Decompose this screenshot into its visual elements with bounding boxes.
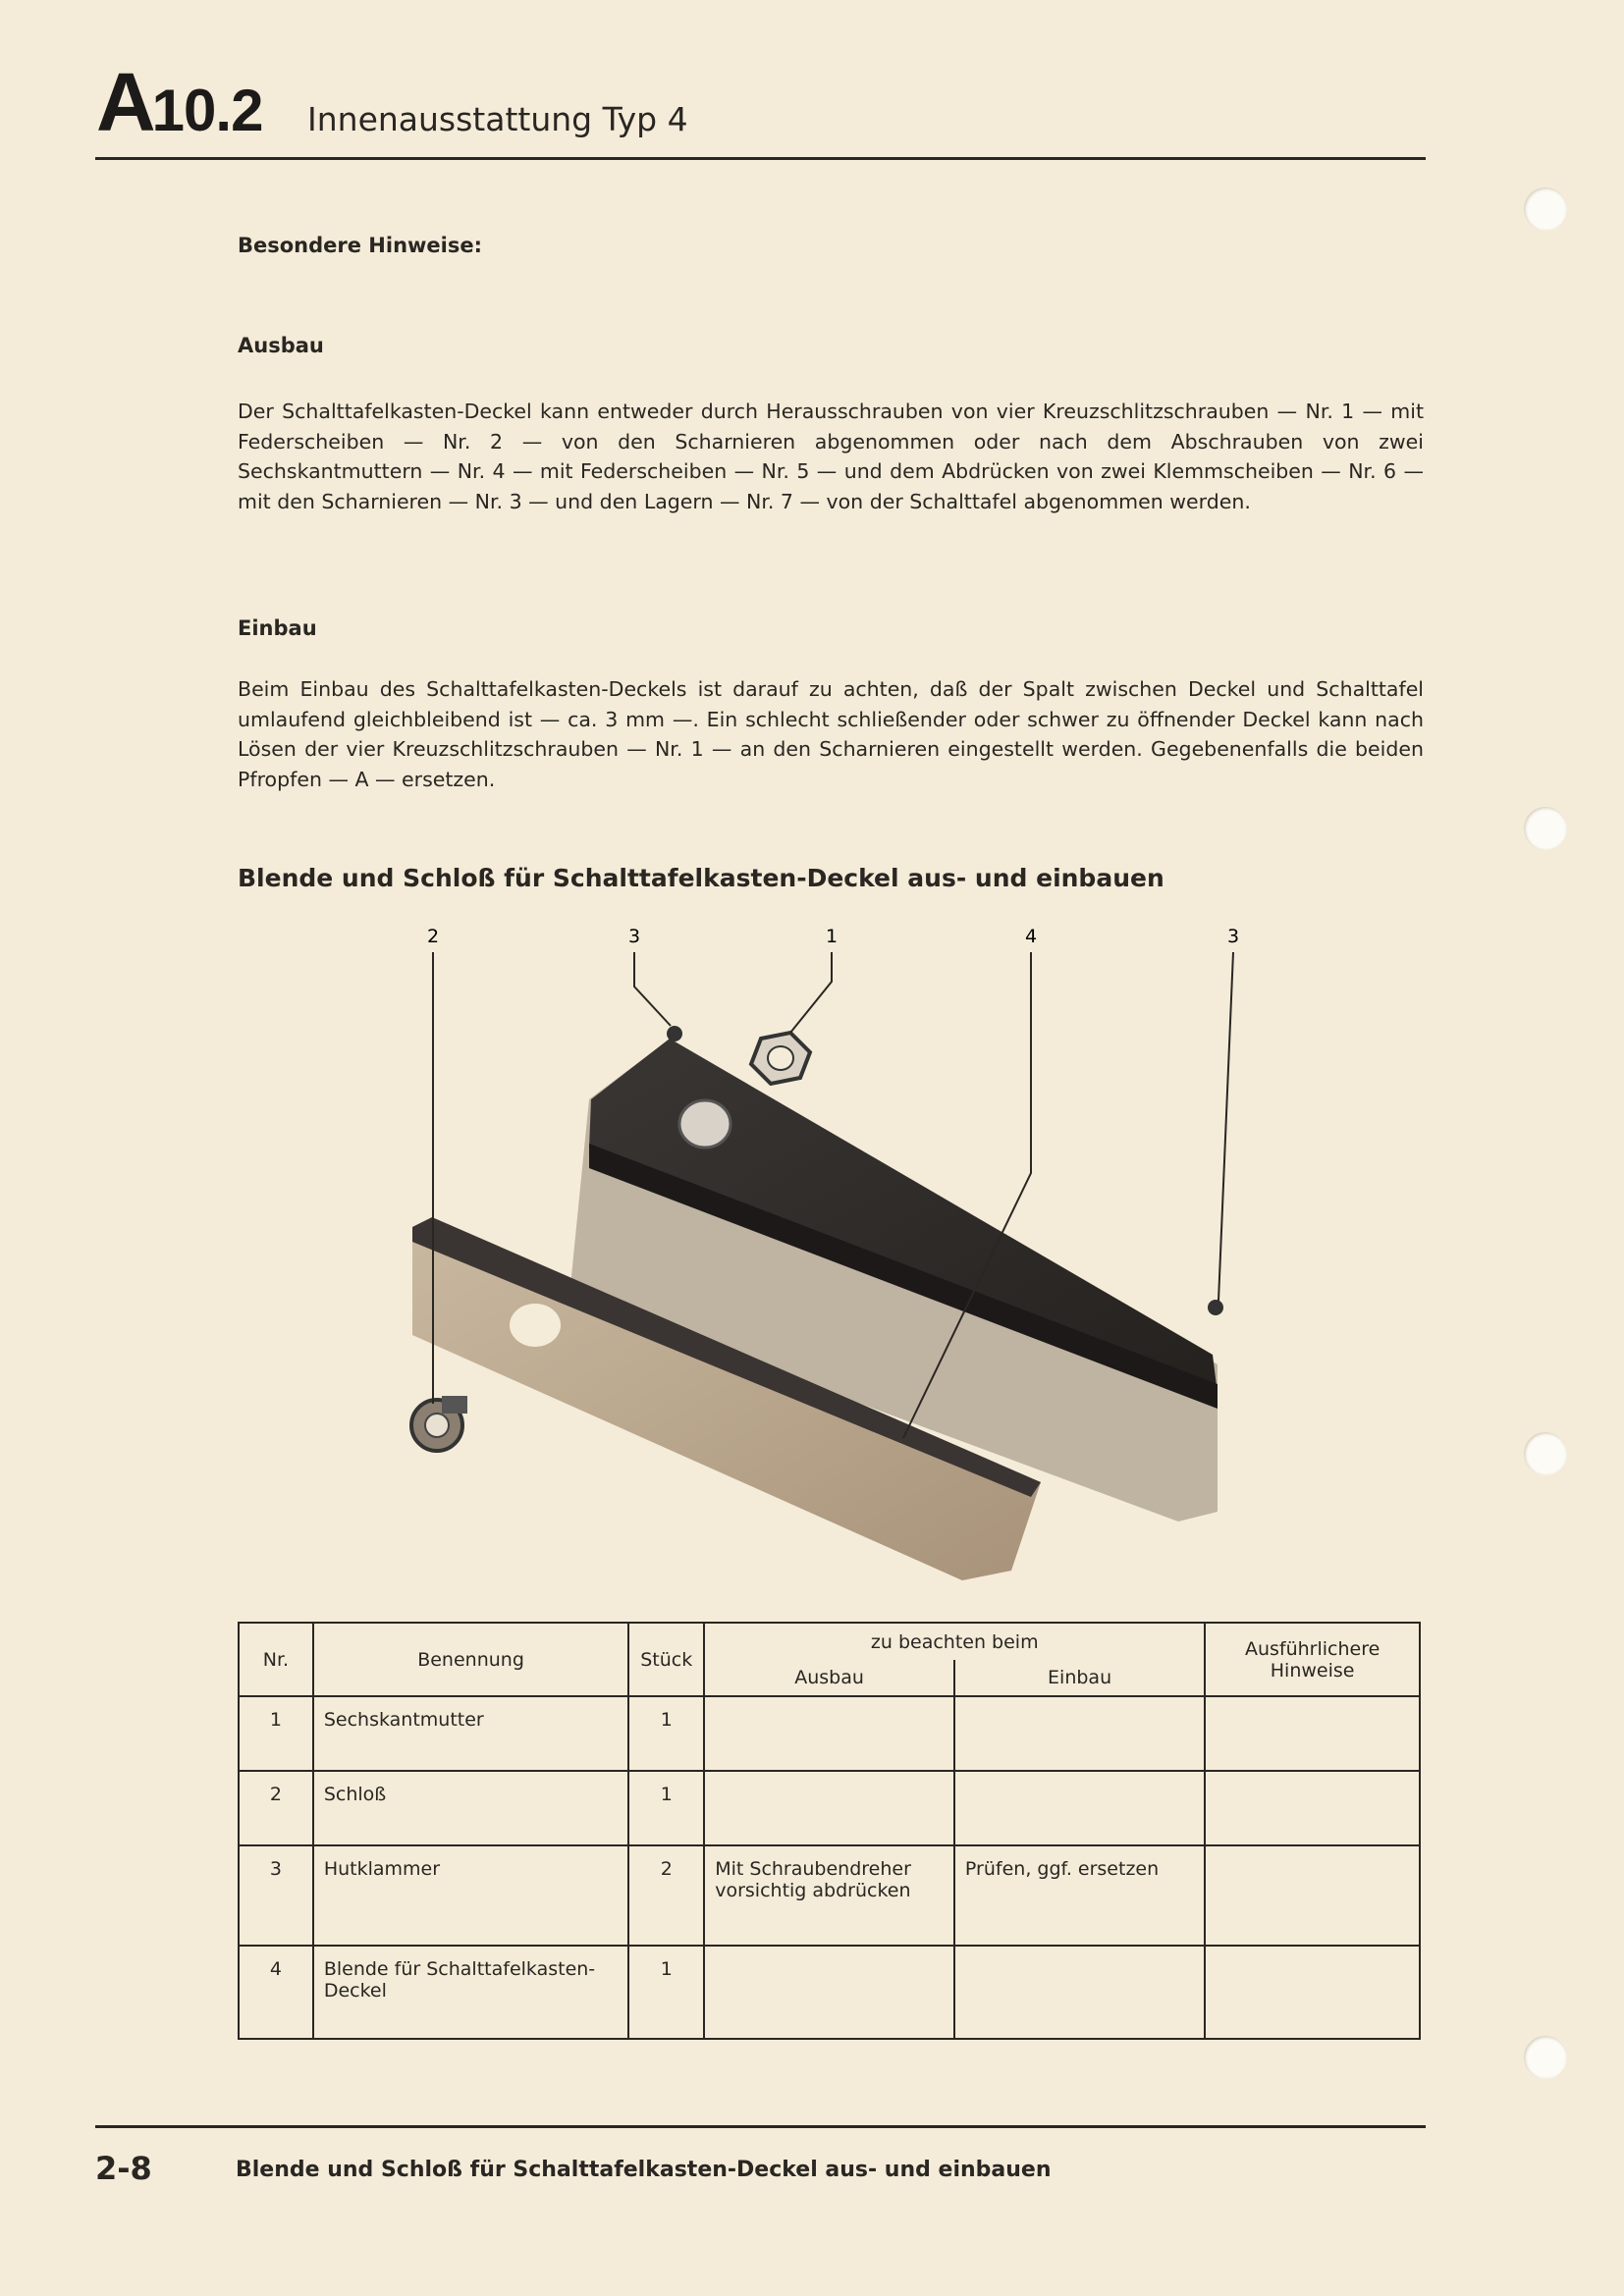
cell-nr: 4 xyxy=(239,1946,313,2039)
col-header-group: zu beachten beim xyxy=(704,1623,1205,1660)
cell-name: Schloß xyxy=(313,1771,628,1845)
cell-name: Hutklammer xyxy=(313,1845,628,1946)
col-header-notes: Ausführlichere Hinweise xyxy=(1205,1623,1420,1696)
cell-ausbau xyxy=(704,1946,954,2039)
footer-title: Blende und Schloß für Schalttafelkasten-Deckel aus- und einbauen xyxy=(236,2158,1052,2182)
cell-notes xyxy=(1205,1946,1420,2039)
callout-label: 1 xyxy=(825,926,839,947)
code-number: 10.2 xyxy=(151,78,263,143)
einbau-text: Beim Einbau des Schalttafelkasten-Deckels ist darauf zu achten, daß der Spalt zwischen Deckel und Schalttafel umlaufend gleichbleibend ist — ca. 3 mm —. Ein schlecht schließender oder schwer zu öffnender Deckel kann nach Lösen der vier Kreuzschlitzschrauben — Nr. 1 — an den Scharnieren eingestellt werden. Gegebenenfalls die beiden Pfropfen — A — ersetzen. xyxy=(238,677,1424,791)
col-header-qty: Stück xyxy=(628,1623,704,1696)
page-number: 2-8 xyxy=(95,2150,152,2187)
col-header-nr: Nr. xyxy=(239,1623,313,1696)
cell-notes xyxy=(1205,1845,1420,1946)
callout-label: 3 xyxy=(1226,926,1240,947)
cell-name: Blende für Schalttafelkasten-Deckel xyxy=(313,1946,628,2039)
cell-qty: 1 xyxy=(628,1696,704,1771)
col-header-name: Benennung xyxy=(313,1623,628,1696)
table-row xyxy=(239,1946,1420,2039)
exploded-parts-diagram xyxy=(373,923,1276,1590)
callout-label: 4 xyxy=(1024,926,1038,947)
callout-label: 2 xyxy=(426,926,440,947)
hat-clip xyxy=(667,1026,682,1041)
hat-clip xyxy=(1208,1300,1223,1315)
cell-einbau: Prüfen, ggf. ersetzen xyxy=(954,1845,1205,1946)
section-code xyxy=(96,56,263,148)
cell-nr: 3 xyxy=(239,1845,313,1946)
hex-nut xyxy=(751,1033,810,1084)
table-row xyxy=(239,1696,1420,1771)
parts-table xyxy=(238,1622,1421,2040)
col-header-ausbau: Ausbau xyxy=(704,1660,954,1696)
cell-einbau xyxy=(954,1696,1205,1771)
cell-nr: 1 xyxy=(239,1696,313,1771)
cell-qty: 1 xyxy=(628,1946,704,2039)
footer-divider xyxy=(95,2125,1426,2128)
punch-hole xyxy=(1524,2036,1567,2079)
cell-nr: 2 xyxy=(239,1771,313,1845)
ausbau-text: Der Schalttafelkasten-Deckel kann entweder durch Herausschrauben von vier Kreuzschlitzschrauben — Nr. 1 — mit Federscheiben — Nr. 2 — von den Scharnieren abgenommen oder nach dem Abschrauben von zwei Sechskantmuttern — Nr. 4 — mit Federscheiben — Nr. 5 — und dem Abdrücken von zwei Klemmscheiben — Nr. 6 — mit den Scharnieren — Nr. 3 — und den Lagern — Nr. 7 — von der Schalttafel abgenommen werden. xyxy=(238,400,1424,513)
punch-hole xyxy=(1524,807,1567,850)
notes-heading: Besondere Hinweise: xyxy=(238,234,483,257)
page-title: Innenausstattung Typ 4 xyxy=(307,100,688,138)
punch-hole xyxy=(1524,1432,1567,1475)
cell-qty: 1 xyxy=(628,1771,704,1845)
cell-notes xyxy=(1205,1771,1420,1845)
cell-notes xyxy=(1205,1696,1420,1771)
col-header-einbau: Einbau xyxy=(954,1660,1205,1696)
cell-qty: 2 xyxy=(628,1845,704,1946)
cell-name: Sechskantmutter xyxy=(313,1696,628,1771)
punch-hole xyxy=(1524,187,1567,231)
table-row xyxy=(239,1845,1420,1946)
cell-ausbau: Mit Schraubendreher vorsichtig abdrücken xyxy=(704,1845,954,1946)
einbau-heading: Einbau xyxy=(238,616,317,640)
table-row xyxy=(239,1771,1420,1845)
cell-einbau xyxy=(954,1946,1205,2039)
header-divider xyxy=(95,157,1426,160)
callout-label: 3 xyxy=(627,926,641,947)
cell-einbau xyxy=(954,1771,1205,1845)
code-letter: A xyxy=(96,56,152,148)
section-title: Blende und Schloß für Schalttafelkasten-Deckel aus- und einbauen xyxy=(238,864,1164,892)
cell-ausbau xyxy=(704,1696,954,1771)
lock-part xyxy=(411,1396,467,1451)
cell-ausbau xyxy=(704,1771,954,1845)
ausbau-heading: Ausbau xyxy=(238,334,324,357)
